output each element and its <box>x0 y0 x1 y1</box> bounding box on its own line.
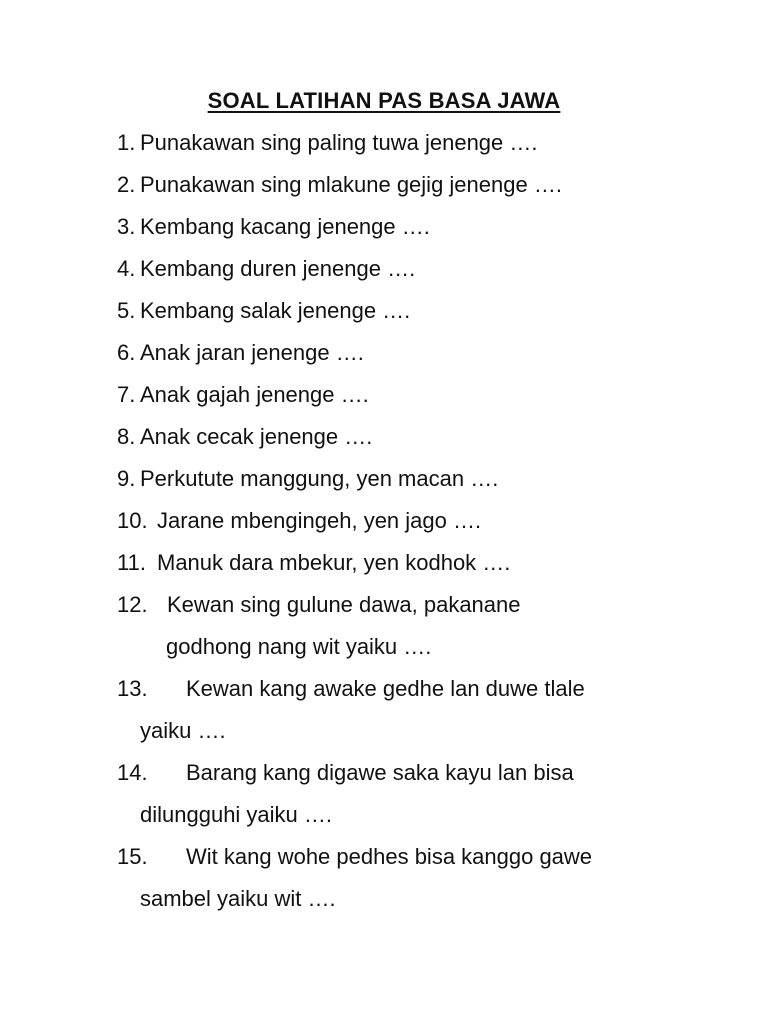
question-text: Barang kang digawe saka kayu lan bisa <box>186 760 574 785</box>
question-number: 8. <box>117 424 136 449</box>
question-number: 1. <box>117 130 136 155</box>
question-number: 4. <box>117 256 136 281</box>
question-text: Kembang duren jenenge …. <box>140 256 416 281</box>
question-number: 14. <box>117 760 148 785</box>
question-text: Wit kang wohe pedhes bisa kanggo gawe <box>186 844 593 869</box>
question-1 <box>117 130 538 156</box>
question-4 <box>117 256 415 282</box>
question-number: 11. <box>117 550 146 575</box>
question-13 <box>117 676 585 702</box>
question-3 <box>117 214 430 240</box>
question-14-continuation: dilungguhi yaiku …. <box>140 802 333 827</box>
question-number: 13. <box>117 676 148 701</box>
question-text: Anak cecak jenenge …. <box>140 424 373 449</box>
question-7 <box>117 382 369 408</box>
question-5 <box>117 298 410 324</box>
question-text: Punakawan sing mlakune gejig jenenge …. <box>140 172 562 197</box>
question-number: 12. <box>117 592 148 617</box>
question-text: Kewan kang awake gedhe lan duwe tlale <box>186 676 585 701</box>
question-text: Kembang kacang jenenge …. <box>140 214 430 239</box>
question-text: Perkutute manggung, yen macan …. <box>140 466 499 491</box>
question-6 <box>117 340 364 366</box>
question-12 <box>117 592 521 618</box>
question-15 <box>117 844 592 870</box>
question-12-continuation: godhong nang wit yaiku …. <box>166 634 432 659</box>
page-title: SOAL LATIHAN PAS BASA JAWA <box>207 88 561 113</box>
question-8 <box>117 424 372 450</box>
question-text: Anak gajah jenenge …. <box>140 382 369 407</box>
question-number: 9. <box>117 466 136 491</box>
question-text: Kembang salak jenenge …. <box>140 298 411 323</box>
question-14 <box>117 760 574 786</box>
question-number: 10. <box>117 508 148 533</box>
question-text: Manuk dara mbekur, yen kodhok …. <box>157 550 511 575</box>
question-15-continuation: sambel yaiku wit …. <box>140 886 336 911</box>
question-9 <box>117 466 498 492</box>
question-number: 7. <box>117 382 136 407</box>
question-number: 3. <box>117 214 136 239</box>
question-number: 15. <box>117 844 148 869</box>
question-10 <box>117 508 481 534</box>
question-text: Jarane mbengingeh, yen jago …. <box>157 508 482 533</box>
question-text: Anak jaran jenenge …. <box>140 340 364 365</box>
question-number: 6. <box>117 340 136 365</box>
question-number: 5. <box>117 298 136 323</box>
question-11 <box>117 550 510 576</box>
question-text: Punakawan sing paling tuwa jenenge …. <box>140 130 538 155</box>
question-number: 2. <box>117 172 136 197</box>
question-2 <box>117 172 562 198</box>
question-13-continuation: yaiku …. <box>140 718 226 743</box>
question-text: Kewan sing gulune dawa, pakanane <box>167 592 521 617</box>
